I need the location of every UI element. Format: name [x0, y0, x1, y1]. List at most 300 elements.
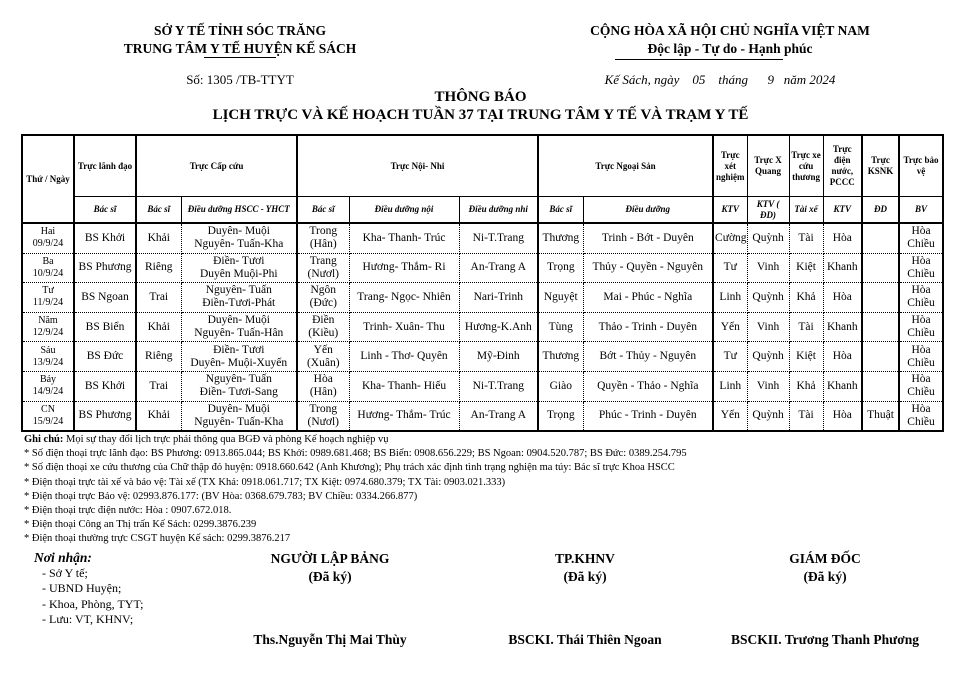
cell-security: [899, 283, 943, 313]
signature-name-director: BSCKII. Trương Thanh Phương: [731, 632, 919, 647]
cell-surg-nurse-text: Mai - Phúc - Nghĩa: [603, 290, 693, 303]
signature-khnv: [495, 550, 675, 586]
cell-lab: [713, 312, 747, 342]
cell-ped-nurse: [459, 371, 538, 401]
table-row: [22, 371, 943, 401]
cell-er-nurse-text: Điền- Tươi: [213, 254, 265, 267]
cell-er-doctor-text: Riêng: [145, 261, 173, 274]
cell-ksnk: [862, 223, 899, 253]
cell-er-doctor-text: Khải: [147, 231, 170, 244]
col-header-utilities: Trực điện nước, PCCC: [823, 135, 862, 197]
cell-int-doctor-text: Trang: [309, 254, 337, 267]
cell-surg-doctor: [538, 283, 583, 313]
notes-label: Ghi chú:: [24, 434, 64, 445]
cell-surg-doctor: [538, 223, 583, 253]
cell-ped-nurse: [459, 342, 538, 372]
cell-day-text: 10/9/24: [32, 267, 64, 279]
cell-security-text: Chiều: [907, 327, 935, 340]
cell-xray: [747, 283, 789, 313]
cell-utilities-text: Hòa: [832, 290, 852, 303]
cell-int-doctor-text: (Đức): [309, 297, 337, 310]
cell-surg-nurse: [583, 371, 713, 401]
cell-security: [899, 253, 943, 283]
notice-subtitle: LỊCH TRỰC VÀ KẾ HOẠCH TUẦN 37 TẠI TRUNG TÂM Y TẾ VÀ TRẠM Y TẾ: [212, 107, 749, 123]
cell-day: [22, 401, 74, 431]
cell-surg-doctor-text: Thương: [542, 350, 580, 363]
cell-er-nurse: [181, 401, 297, 431]
col-header-lab: Trực xét nghiệm: [713, 135, 747, 197]
cell-ped-nurse-text: An-Trang A: [470, 409, 527, 422]
cell-lab: [713, 253, 747, 283]
cell-int-doctor: [297, 312, 349, 342]
cell-leader: [74, 401, 136, 431]
cell-security-text: Hòa: [911, 225, 931, 238]
cell-day-text: 14/9/24: [32, 386, 64, 398]
nation-header: [530, 22, 930, 58]
cell-security-text: Hòa: [911, 254, 931, 267]
cell-er-nurse: [181, 223, 297, 253]
cell-lab-text: Yến: [720, 409, 740, 422]
note-line: * Điện thoại Công an Thị trấn Kế Sách: 0299.3876.239: [24, 519, 257, 531]
cell-int-nurse-text: Hương- Thắm- Ri: [362, 261, 446, 274]
signature-role: GIÁM ĐỐC: [789, 551, 861, 566]
cell-er-doctor: [136, 312, 181, 342]
signature-name-preparer: Ths.Nguyễn Thị Mai Thùy: [253, 632, 407, 647]
cell-er-nurse-text: Nguyên- Tuấn: [205, 373, 272, 386]
note-line: * Số điện thoại trực lãnh đạo: BS Phương: 0913.865.044; BS Khởi: 0989.681.468; BS Biển: 0908.656.229; BS Ngoan: 0904.520.787; BS Đức: 0389.254.795: [24, 448, 687, 460]
cell-surg-doctor-text: Nguyệt: [543, 290, 578, 303]
cell-ped-nurse: [459, 401, 538, 431]
cell-surg-doctor: [538, 401, 583, 431]
cell-utilities: [823, 223, 862, 253]
sub-header-lab: KTV: [713, 197, 747, 224]
cell-er-doctor-text: Riêng: [145, 350, 173, 363]
cell-lab-text: Tư: [723, 350, 737, 363]
cell-ambulance: [789, 342, 823, 372]
cell-er-nurse-text: Duyên- Muội-Xuyến: [190, 356, 288, 369]
cell-ped-nurse: [459, 312, 538, 342]
cell-ped-nurse: [459, 223, 538, 253]
note-line: * Điện thoại trực điện nước: Hòa : 0907.672.018.: [24, 505, 232, 517]
cell-er-doctor: [136, 342, 181, 372]
cell-ksnk: [862, 283, 899, 313]
org-line-1: SỞ Y TẾ TỈNH SÓC TRĂNG: [154, 23, 326, 38]
cell-security-text: Hòa: [911, 373, 931, 386]
cell-ambulance-text: Khả: [796, 379, 816, 392]
cell-leader: [74, 283, 136, 313]
cell-er-doctor: [136, 401, 181, 431]
cell-xray-text: Quỳnh: [752, 350, 784, 363]
cell-ped-nurse-text: Ni-T.Trang: [472, 231, 524, 244]
cell-ped-nurse-text: An-Trang A: [470, 261, 527, 274]
cell-day-text: Hai: [40, 226, 56, 238]
cell-er-nurse-text: Điền-Tươi-Phát: [202, 297, 276, 310]
cell-er-doctor-text: Khải: [147, 409, 170, 422]
cell-int-nurse: [349, 342, 459, 372]
cell-ambulance: [789, 401, 823, 431]
cell-er-doctor: [136, 223, 181, 253]
col-header-surgery: Trực Ngoại Sản: [538, 135, 713, 197]
cell-utilities: [823, 371, 862, 401]
notice-title: THÔNG BÁO: [434, 89, 527, 105]
cell-er-nurse-text: Duyên Muội-Phi: [199, 267, 278, 280]
cell-int-nurse: [349, 401, 459, 431]
cell-surg-doctor: [538, 342, 583, 372]
cell-utilities-text: Hòa: [832, 231, 852, 244]
cell-er-nurse-text: Duyên- Muội: [207, 314, 270, 327]
cell-int-doctor-text: Trong: [309, 402, 338, 415]
cell-lab: [713, 371, 747, 401]
signature-role: NGƯỜI LẬP BẢNG: [270, 551, 390, 566]
cell-er-nurse-text: Duyên- Muội: [207, 225, 270, 238]
cell-leader-text: BS Biển: [85, 320, 125, 333]
cell-leader-text: BS Khởi: [84, 379, 126, 392]
nation-line-1: CỘNG HÒA XÃ HỘI CHỦ NGHĨA VIỆT NAM: [590, 23, 870, 38]
cell-day: [22, 342, 74, 372]
cell-ksnk: [862, 371, 899, 401]
cell-security-text: Chiều: [907, 415, 935, 428]
cell-int-doctor-text: Trong: [309, 225, 338, 238]
cell-surg-doctor-text: Trọng: [546, 261, 575, 274]
cell-ksnk-text: Thuật: [867, 409, 894, 422]
cell-ped-nurse-text: Nari-Trinh: [473, 290, 523, 303]
cell-int-nurse-text: Linh - Thơ- Quyên: [360, 350, 448, 363]
table-row: [22, 401, 943, 431]
cell-lab: [713, 401, 747, 431]
cell-xray-text: Vinh: [756, 261, 780, 274]
cell-int-doctor-text: Ngôn: [310, 284, 337, 297]
col-header-leader: Trực lãnh đạo: [74, 135, 136, 197]
cell-security-text: Chiều: [907, 386, 935, 399]
cell-utilities: [823, 253, 862, 283]
cell-xray: [747, 223, 789, 253]
cell-day-text: 09/9/24: [32, 238, 64, 250]
cell-day-text: Ba: [42, 255, 54, 267]
recipient-item: - Sở Y tế;: [42, 565, 88, 580]
notes-intro-text: Mọi sự thay đổi lịch trực phải thông qua BGĐ và phòng Kế hoạch nghiệp vụ: [63, 434, 389, 445]
recipient-item: - Lưu: VT, KHNV;: [42, 612, 134, 626]
cell-surg-nurse-text: Thủy - Quyền - Nguyên: [592, 261, 704, 274]
sub-header-er-nurse: Điều dưỡng HSCC - YHCT: [181, 197, 297, 224]
col-header-emergency: Trực Cấp cứu: [136, 135, 297, 197]
cell-surg-nurse-text: Phúc - Trinh - Duyên: [598, 409, 697, 422]
cell-er-nurse-text: Điền- Tươi-Sang: [199, 386, 278, 399]
cell-leader-text: BS Đức: [86, 350, 124, 363]
nation-underline: [615, 59, 783, 60]
note-line: * Điện thoại trực tài xế và bảo vệ: Tài xế (TX Khả: 0918.061.717; TX Kiệt: 0974.680.379; TX Tài: 0903.021.333): [24, 476, 506, 488]
cell-day-text: 11/9/24: [32, 297, 64, 309]
cell-ksnk: [862, 342, 899, 372]
cell-security: [899, 401, 943, 431]
col-header-day: Thứ / Ngày: [22, 135, 74, 223]
cell-er-nurse-text: Nguyên- Tuấn-Kha: [194, 238, 284, 251]
cell-xray: [747, 371, 789, 401]
cell-security-text: Chiều: [907, 297, 935, 310]
cell-xray-text: Vinh: [756, 379, 780, 392]
cell-ambulance: [789, 283, 823, 313]
cell-ambulance-text: Tài: [798, 231, 814, 244]
cell-leader: [74, 312, 136, 342]
cell-int-doctor: [297, 283, 349, 313]
cell-utilities-text: Hòa: [832, 350, 852, 363]
date-line: Kế Sách, ngày 05 tháng 9 năm 2024: [604, 72, 836, 87]
document-number: Số: 1305 /TB-TTYT: [186, 72, 294, 87]
cell-int-nurse-text: Kha- Thanh- Hiếu: [361, 379, 447, 392]
sub-header-security: BV: [899, 197, 943, 224]
cell-xray: [747, 253, 789, 283]
cell-surg-nurse: [583, 223, 713, 253]
cell-day-text: 12/9/24: [32, 327, 64, 339]
cell-ambulance-text: Tài: [798, 320, 814, 333]
cell-leader: [74, 342, 136, 372]
cell-int-doctor: [297, 371, 349, 401]
cell-ped-nurse-text: Ni-T.Trang: [472, 379, 524, 392]
org-underline: [204, 57, 276, 58]
cell-xray-text: Quỳnh: [752, 409, 784, 422]
cell-er-nurse-text: Nguyên- Tuấn-Kha: [194, 415, 284, 428]
cell-int-doctor-text: (Nươl): [307, 415, 339, 428]
cell-security-text: Chiều: [907, 267, 935, 280]
cell-surg-doctor-text: Trọng: [546, 409, 575, 422]
cell-surg-doctor: [538, 312, 583, 342]
cell-int-doctor: [297, 253, 349, 283]
cell-int-doctor-text: (Xuân): [306, 356, 340, 369]
cell-day-text: CN: [41, 403, 55, 415]
cell-lab-text: Cường: [715, 231, 747, 244]
cell-xray-text: Vinh: [756, 320, 780, 333]
cell-lab-text: Yến: [720, 320, 740, 333]
sub-header-surg-nurse: Điều dưỡng: [583, 197, 713, 224]
cell-ped-nurse-text: Hương-K.Anh: [464, 320, 532, 333]
cell-surg-nurse: [583, 312, 713, 342]
cell-er-nurse-text: Điền- Tươi: [213, 343, 265, 356]
signature-preparer: [230, 550, 430, 586]
cell-surg-nurse: [583, 342, 713, 372]
recipient-item: - Khoa, Phòng, TYT;: [42, 596, 144, 611]
cell-utilities: [823, 401, 862, 431]
sub-header-ambulance: Tài xế: [789, 197, 823, 224]
cell-day-text: 13/9/24: [32, 356, 64, 368]
cell-int-doctor: [297, 342, 349, 372]
cell-leader-text: BS Ngoan: [81, 290, 129, 303]
table-row: [22, 223, 943, 253]
cell-security: [899, 342, 943, 372]
cell-utilities: [823, 312, 862, 342]
cell-er-nurse: [181, 253, 297, 283]
signature-role: TP.KHNV: [555, 551, 615, 566]
cell-int-nurse-text: Trang- Ngọc- Nhiên: [357, 290, 451, 303]
cell-int-doctor-text: (Hân): [309, 238, 337, 251]
cell-surg-doctor: [538, 371, 583, 401]
cell-surg-nurse: [583, 253, 713, 283]
signature-name-khnv: BSCKI. Thái Thiên Ngoan: [508, 632, 662, 647]
nation-line-2: Độc lập - Tự do - Hạnh phúc: [647, 41, 813, 56]
cell-utilities-text: Khanh: [826, 261, 858, 274]
cell-lab: [713, 223, 747, 253]
cell-leader-text: BS Phương: [78, 261, 132, 274]
cell-int-doctor: [297, 401, 349, 431]
col-header-ksnk: Trực KSNK: [862, 135, 899, 197]
cell-security: [899, 312, 943, 342]
cell-day-text: 15/9/24: [32, 415, 64, 427]
cell-utilities: [823, 342, 862, 372]
cell-ped-nurse: [459, 283, 538, 313]
cell-leader: [74, 253, 136, 283]
cell-utilities-text: Khanh: [826, 320, 858, 333]
cell-utilities-text: Hòa: [832, 409, 852, 422]
cell-security-text: Hòa: [911, 314, 931, 327]
cell-int-nurse-text: Kha- Thanh- Trúc: [362, 231, 446, 244]
cell-er-doctor-text: Trai: [149, 290, 169, 303]
cell-ksnk: [862, 253, 899, 283]
cell-ambulance-text: Tài: [798, 409, 814, 422]
cell-surg-doctor-text: Thương: [542, 231, 580, 244]
cell-surg-doctor: [538, 253, 583, 283]
note-line: * Điện thoại trực Bảo vệ: 02993.876.177: (BV Hòa: 0368.679.783; BV Chiều: 0334.266.877): [24, 490, 418, 502]
cell-utilities: [823, 283, 862, 313]
cell-int-nurse-text: Trinh- Xuân- Thu: [363, 320, 445, 333]
cell-lab-text: Linh: [719, 290, 742, 303]
cell-security: [899, 223, 943, 253]
cell-leader: [74, 371, 136, 401]
cell-surg-nurse: [583, 401, 713, 431]
col-header-ambulance: Trực xe cứu thương: [789, 135, 823, 197]
cell-surg-doctor-text: Tùng: [548, 320, 573, 333]
cell-ambulance: [789, 371, 823, 401]
cell-ambulance-text: Kiệt: [796, 261, 816, 274]
cell-day: [22, 371, 74, 401]
cell-surg-nurse-text: Quyền - Thảo - Nghĩa: [597, 379, 699, 392]
sub-header-er-doctor: Bác sĩ: [136, 197, 181, 224]
org-line-2: TRUNG TÂM Y TẾ HUYỆN KẾ SÁCH: [123, 41, 357, 56]
cell-lab-text: Tư: [723, 261, 737, 274]
sub-header-int-doctor: Bác sĩ: [297, 197, 349, 224]
notes-section: [24, 433, 944, 547]
cell-day: [22, 253, 74, 283]
sub-header-int-nurse: Điều dưỡng nội: [349, 197, 459, 224]
cell-leader-text: BS Phương: [78, 409, 132, 422]
col-header-xray: Trực X Quang: [747, 135, 789, 197]
cell-day-text: Tư: [42, 285, 54, 297]
cell-surg-nurse: [583, 283, 713, 313]
cell-security: [899, 371, 943, 401]
cell-er-nurse-text: Duyên- Muội: [207, 402, 270, 415]
cell-security-text: Hòa: [911, 343, 931, 356]
cell-xray: [747, 312, 789, 342]
cell-day-text: Năm: [38, 315, 58, 327]
cell-int-nurse: [349, 283, 459, 313]
cell-surg-nurse-text: Thảo - Trinh - Duyên: [598, 320, 697, 333]
cell-day-text: Sáu: [40, 344, 56, 356]
recipients-title: Nơi nhận:: [34, 550, 92, 565]
cell-er-nurse-text: Nguyên- Tuấn-Hân: [194, 327, 284, 340]
sub-header-utilities: KTV: [823, 197, 862, 224]
cell-leader: [74, 223, 136, 253]
cell-security-text: Chiều: [907, 238, 935, 251]
cell-lab: [713, 283, 747, 313]
cell-er-doctor: [136, 253, 181, 283]
cell-int-doctor-text: Hòa (Hân): [309, 373, 337, 399]
cell-int-doctor-text: (Nươl): [307, 267, 339, 280]
cell-lab: [713, 342, 747, 372]
note-line: * Số điện thoại xe cứu thương của Chữ thập đỏ huyện: 0918.660.642 (Anh Khương); Phụ trách xác định tình trạng nghiện ma túy: Bác sĩ trực Khoa HSCC: [24, 462, 675, 474]
cell-surg-nurse-text: Trinh - Bớt - Duyên: [601, 231, 694, 244]
org-header: [80, 22, 400, 58]
cell-security-text: Chiều: [907, 356, 935, 369]
sub-header-xray: KTV ( ĐD): [747, 197, 789, 224]
cell-ped-nurse: [459, 253, 538, 283]
table-row: [22, 342, 943, 372]
cell-xray-text: Quỳnh: [752, 231, 784, 244]
cell-ambulance-text: Kiệt: [796, 350, 816, 363]
cell-day: [22, 312, 74, 342]
notes-intro: [24, 433, 944, 447]
cell-int-doctor: [297, 223, 349, 253]
cell-lab-text: Linh: [719, 379, 742, 392]
cell-ped-nurse-text: Mỹ-Đinh: [476, 350, 520, 363]
cell-int-nurse: [349, 312, 459, 342]
cell-ambulance-text: Khả: [796, 290, 816, 303]
sub-header-leader-doctor: Bác sĩ: [74, 197, 136, 224]
signature-director: [735, 550, 915, 586]
sub-header-ped-nurse: Điều dưỡng nhi: [459, 197, 538, 224]
cell-er-nurse: [181, 283, 297, 313]
cell-day-text: Bảy: [39, 374, 57, 386]
signature-status: (Đã ký): [563, 569, 607, 584]
recipients: [34, 550, 143, 628]
cell-utilities-text: Khanh: [826, 379, 858, 392]
cell-day: [22, 223, 74, 253]
cell-ksnk: [862, 401, 899, 431]
table-row: [22, 253, 943, 283]
cell-int-doctor-text: (Kiều): [308, 327, 339, 340]
cell-ambulance: [789, 253, 823, 283]
cell-surg-nurse-text: Bớt - Thủy - Nguyên: [599, 350, 697, 363]
col-header-internal: Trực Nội- Nhi: [297, 135, 538, 197]
cell-xray: [747, 401, 789, 431]
note-line: * Điện thoại thường trực CSGT huyện Kế sách: 0299.3876.217: [24, 533, 291, 545]
cell-er-nurse-text: Nguyên- Tuấn: [205, 284, 272, 297]
cell-int-nurse: [349, 253, 459, 283]
col-header-security: Trực bảo vệ: [899, 135, 943, 197]
cell-int-nurse-text: Hương- Thắm- Trúc: [357, 409, 451, 422]
cell-int-doctor-text: Yến: [313, 343, 333, 356]
duty-schedule-table: [21, 134, 944, 432]
cell-er-nurse: [181, 312, 297, 342]
cell-er-doctor-text: Trai: [149, 379, 169, 392]
signature-status: (Đã ký): [308, 569, 352, 584]
cell-int-nurse: [349, 371, 459, 401]
cell-er-doctor: [136, 283, 181, 313]
cell-er-doctor-text: Khải: [147, 320, 170, 333]
cell-int-doctor-text: Điền: [312, 314, 335, 327]
cell-security-text: Hòa: [911, 402, 931, 415]
cell-er-doctor: [136, 371, 181, 401]
cell-er-nurse: [181, 371, 297, 401]
cell-xray-text: Quỳnh: [752, 290, 784, 303]
cell-security-text: Hòa: [911, 284, 931, 297]
cell-leader-text: BS Khởi: [84, 231, 126, 244]
cell-int-nurse: [349, 223, 459, 253]
cell-day: [22, 283, 74, 313]
cell-surg-doctor-text: Giào: [549, 379, 572, 392]
table-row: [22, 283, 943, 313]
sub-header-surg-doctor: Bác sĩ: [538, 197, 583, 224]
signature-status: (Đã ký): [803, 569, 847, 584]
recipient-item: - UBND Huyện;: [42, 581, 122, 595]
cell-ambulance: [789, 312, 823, 342]
cell-er-nurse: [181, 342, 297, 372]
